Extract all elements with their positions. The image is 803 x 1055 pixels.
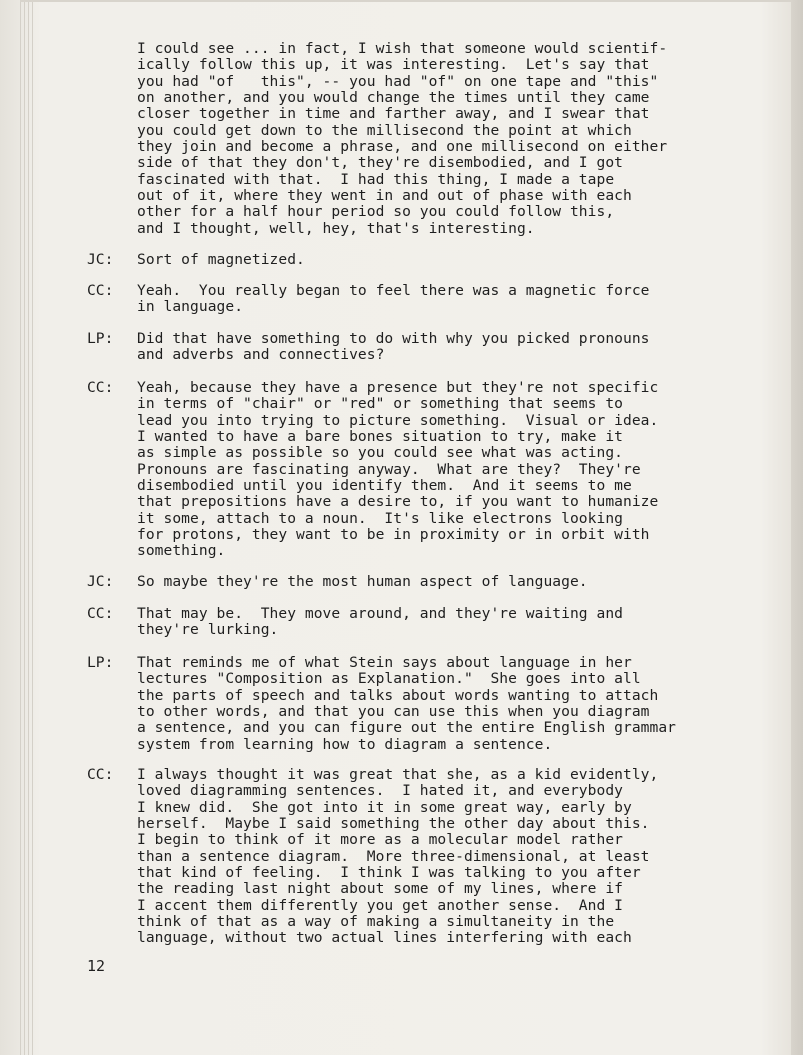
text-line: lead you into trying to picture something. Visual or idea.: [137, 411, 659, 429]
transcript-paragraph: [137, 283, 717, 316]
text-line: out of it, where they went in and out of phase with each: [137, 187, 632, 205]
text-line: for protons, they want to be in proximity or in orbit with: [137, 526, 650, 544]
text-line: in terms of "chair" or "red" or something that seems to: [137, 395, 623, 413]
text-line: Did that have something to do with why you picked pronouns: [137, 330, 650, 347]
text-line: I begin to think of it more as a molecular model rather: [137, 831, 623, 849]
transcript-paragraph: [137, 252, 717, 268]
text-line: the parts of speech and talks about words wanting to attach: [137, 686, 659, 704]
text-line: system from learning how to diagram a sentence.: [137, 735, 553, 753]
text-line: closer together in time and farther away, and I swear that: [137, 105, 650, 123]
page-right-edge: [791, 0, 803, 1055]
text-line: you had "of this", -- you had "of" on one tape and "this": [137, 72, 659, 90]
text-line: other for a half hour period so you could follow this,: [137, 203, 615, 221]
text-line: I accent them differently you get another sense. And I: [137, 896, 623, 914]
text-line: that prepositions have a desire to, if you want to humanize: [137, 493, 659, 511]
text-line: as simple as possible so you could see what was acting.: [137, 444, 623, 462]
text-line: That may be. They move around, and they're waiting and: [137, 605, 623, 622]
page-edge: [24, 0, 25, 1055]
text-line: you could get down to the millisecond the point at which: [137, 121, 632, 139]
text-line: a sentence, and you can figure out the entire English grammar: [137, 719, 677, 737]
text-line: on another, and you would change the times until they came: [137, 89, 650, 107]
text-line: side of that they don't, they're disembodied, and I got: [137, 154, 623, 172]
speaker-label: LP:: [87, 654, 114, 671]
speaker-label: LP:: [87, 330, 114, 347]
text-line: to other words, and that you can use this when you diagram: [137, 703, 650, 721]
transcript-paragraph: [137, 655, 717, 753]
transcript-paragraph: [137, 606, 717, 639]
text-line: think of that as a way of making a simultaneity in the: [137, 913, 615, 931]
text-line: they join and become a phrase, and one millisecond on either: [137, 138, 668, 156]
text-line: language, without two actual lines interfering with each: [137, 929, 632, 947]
speaker-label: CC:: [87, 605, 114, 622]
text-line: that kind of feeling. I think I was talking to you after: [137, 864, 641, 882]
text-line: they're lurking.: [137, 621, 279, 639]
speaker-label: CC:: [87, 766, 114, 783]
text-line: lectures "Composition as Explanation." She goes into all: [137, 670, 641, 688]
text-line: fascinated with that. I had this thing, I made a tape: [137, 170, 615, 188]
speaker-label: CC:: [87, 282, 114, 299]
text-line: I wanted to have a bare bones situation to try, make it: [137, 428, 623, 446]
page-edge: [20, 0, 21, 1055]
text-line: it some, attach to a noun. It's like electrons looking: [137, 509, 623, 527]
text-line: I always thought it was great that she, as a kid evidently,: [137, 766, 659, 783]
text-line: than a sentence diagram. More three-dimensional, at least: [137, 847, 650, 865]
text-line: herself. Maybe I said something the other day about this.: [137, 815, 650, 833]
text-line: I could see ... in fact, I wish that someone would scientif-: [137, 40, 668, 57]
text-line: something.: [137, 542, 226, 560]
speaker-label: CC:: [87, 379, 114, 396]
text-line: I knew did. She got into it in some great way, early by: [137, 798, 632, 816]
text-line: loved diagramming sentences. I hated it, and everybody: [137, 782, 623, 800]
page-number: 12: [87, 957, 106, 975]
page-top-edge: [20, 0, 791, 2]
transcript-paragraph: [137, 331, 717, 364]
text-line: Yeah, because they have a presence but they're not specific: [137, 379, 659, 396]
speaker-label: JC:: [87, 251, 114, 268]
text-line: That reminds me of what Stein says about language in her: [137, 654, 632, 671]
text-line: and I thought, well, hey, that's interesting.: [137, 219, 535, 237]
text-line: in language.: [137, 298, 244, 316]
text-line: ically follow this up, it was interesting. Let's say that: [137, 56, 650, 74]
text-line: Pronouns are fascinating anyway. What are they? They're: [137, 460, 641, 478]
transcript-paragraph: [137, 41, 717, 237]
text-line: So maybe they're the most human aspect of language.: [137, 573, 588, 590]
page-edge: [28, 0, 29, 1055]
text-line: Yeah. You really began to feel there was a magnetic force: [137, 282, 650, 299]
transcript-paragraph: [137, 574, 717, 590]
text-line: Sort of magnetized.: [137, 251, 305, 268]
transcript-paragraph: [137, 767, 717, 947]
speaker-label: JC:: [87, 573, 114, 590]
text-line: and adverbs and connectives?: [137, 346, 385, 364]
page-edge: [32, 0, 33, 1055]
text-line: disembodied until you identify them. And it seems to me: [137, 477, 632, 495]
text-line: the reading last night about some of my lines, where if: [137, 880, 623, 898]
transcript-paragraph: [137, 380, 717, 560]
